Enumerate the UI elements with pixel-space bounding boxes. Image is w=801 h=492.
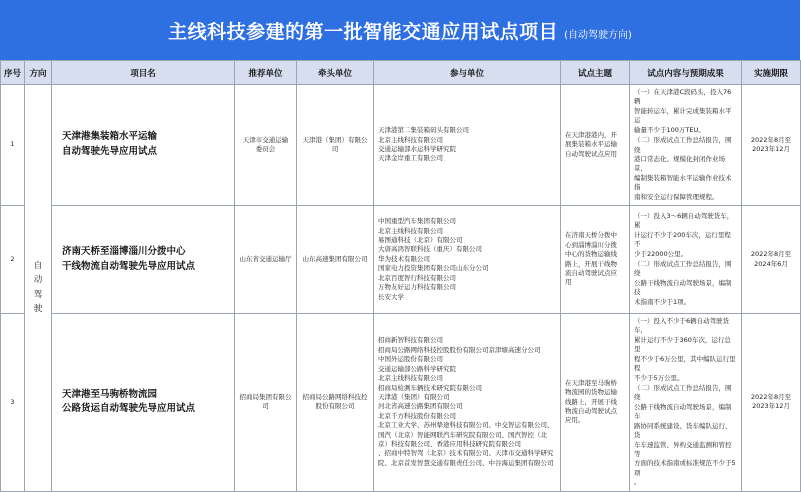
cell-recommender [235, 85, 297, 206]
participant-item: 国家电力投资集团有限公司山东分公司 [378, 264, 489, 273]
theme-line: 展集装箱水平运输 [565, 140, 617, 149]
participant-item: 易图通科技（北京）有限公司 [378, 236, 463, 244]
cell-direction [25, 85, 52, 492]
header-period: 实施期限 [742, 61, 801, 85]
project-line: 干线物流自动驾驶先导应用试点 [62, 260, 196, 272]
cell-theme [561, 206, 630, 314]
theme-line: 应用。 [565, 416, 585, 425]
participant-item: 天津港第二集装箱码头有限公司 [378, 126, 469, 135]
participant-item: 招商新智科技有限公司 [378, 336, 443, 345]
recommender-line: 天津市交通运输 [242, 135, 289, 144]
cell-theme [561, 314, 630, 492]
content-line: 不少于5万公里。 [634, 373, 684, 382]
cell-period [742, 314, 801, 492]
content-line: 车车速监管、异构交通监测和管控等 [634, 440, 732, 458]
period-line: 2023年12月 [752, 402, 790, 411]
recommender-line: 招商局集团有限公司 [239, 392, 292, 411]
cell-period [742, 206, 801, 314]
period-line: 2023年12月 [752, 145, 790, 154]
content-line: 累计运行不少于360车次，运行总里 [634, 335, 731, 354]
period-line: 2022年8月至 [750, 135, 792, 144]
cell-period [742, 85, 801, 206]
direction-label: 自动驾驶 [33, 260, 43, 315]
project-line: 自动驾驶先导应用试点 [62, 146, 158, 158]
project-line: 天津港至马驹桥物流园 [62, 388, 158, 400]
cell-project [52, 314, 235, 492]
recommender-line: 山东省交通运输厅 [239, 254, 292, 263]
participant-item: 天津港（集团）有限公司 [378, 392, 450, 401]
theme-line: 线路上，开展干线 [565, 397, 617, 406]
table-header-row [1, 61, 801, 85]
pilot-projects-table [0, 60, 801, 492]
lead-line: 股份有限公司 [315, 402, 355, 411]
participant-item: 北京主线科技有限公司 [378, 135, 443, 144]
participant-item: 北京百度智行科技有限公司 [378, 273, 456, 282]
header-project: 项目名 [52, 61, 235, 85]
cell-seq: 2 [1, 206, 25, 314]
content-line: 南和安全运行保障管理规程。 [634, 192, 719, 201]
table-row [1, 206, 801, 314]
cell-recommender [235, 314, 297, 492]
content-line: 公路干线物流自动驾驶场景，编制车 [634, 402, 732, 421]
cell-recommender [235, 206, 297, 314]
cell-lead: 山东高速集团有限公司 [297, 206, 374, 314]
project-line: 天津港集装箱水平运输 [62, 131, 158, 143]
participant-item: 河北省高速公路集团有限公司 [378, 402, 463, 411]
page-subtitle: (自动驾驶方向) [564, 29, 632, 41]
theme-line: 在济南天桥分拨中 [565, 231, 617, 240]
content-line: （一）投入不少于6辆自动驾驶货车， [634, 317, 730, 335]
lead-line: 招商局公路网络科技控 [302, 392, 368, 401]
theme-line: 中心的货物运输线 [565, 250, 617, 259]
participant-item: 天津金岸重工有限公司 [378, 154, 443, 163]
cell-project [52, 206, 235, 314]
participant-item: 北京千方科技股份有限公司 [378, 411, 456, 420]
content-line: 。 [634, 478, 641, 487]
cell-content [630, 206, 742, 314]
content-line: （二）形成试点工作总结报告，围绕 [634, 136, 732, 154]
theme-line: 用 [565, 278, 572, 287]
content-line: 计运行不少于200车次，运行里程不 [634, 230, 731, 249]
theme-line: 物流自动驾驶试点 [565, 407, 617, 416]
participant-item: 北京主线科技有限公司 [378, 374, 443, 383]
content-paragraph [634, 136, 737, 202]
participant-item: 招商局检测车辆技术研究院有限公司 [378, 383, 482, 392]
period-line: 2022年8月至 [750, 250, 792, 259]
theme-line: 在天津港至马驹桥 [565, 378, 617, 387]
cell-seq: 1 [1, 85, 25, 206]
participant-item: 华为技术有限公司 [378, 254, 430, 263]
participant-item: 中国重型汽车集团有限公司 [378, 217, 456, 226]
header-participants: 参与单位 [374, 61, 561, 85]
project-line: 公路货运自动驾驶先导应用试点 [62, 403, 196, 415]
period-line: 2022年8月至 [750, 392, 792, 401]
content-paragraph [634, 384, 737, 488]
recommender-line: 委员会 [255, 145, 276, 154]
content-line: 智能转运车，累计完成集装箱水平运 [634, 106, 732, 125]
participant-item: 北京工业大学、苏州挚途科技有限公司、中交智运有限公司、国汽（北京）智能网联汽车研究院有限公司、国汽智控（北京）科技有限公司、香港应用科技研究院有限公司 [378, 421, 554, 449]
header-recommender: 推荐单位 [235, 61, 297, 85]
content-line: 编制集装箱智能水平运输作业技术指 [634, 173, 732, 192]
participant-item: 、招商中特智驾（北京）技术有限公司、天津市交通科学研究院、北京首发智慧交通有限责任公司、中谷海运集团有限公司 [378, 449, 554, 467]
table-row [1, 85, 801, 206]
content-paragraph [634, 260, 737, 307]
theme-line: 心到淄博淄川分拨 [565, 240, 617, 249]
cell-project [52, 85, 235, 206]
cell-participants [374, 85, 561, 206]
content-paragraph [634, 317, 737, 383]
theme-line: 在天津港港内，开 [565, 130, 617, 139]
cell-participants [374, 314, 561, 492]
participant-item: 北京主线科技有限公司 [378, 226, 443, 235]
cell-lead [297, 314, 374, 492]
header-lead: 牵头单位 [297, 61, 374, 85]
header-content: 试点内容与预期成果 [630, 61, 742, 85]
project-line: 济南天桥至淄博淄川分拨中心 [62, 245, 186, 257]
table-row [1, 314, 801, 492]
content-line: （二）形成试点工作总结报告，围绕 [634, 384, 732, 402]
content-line: 路协同系统建设、货车编队运行、货 [634, 421, 732, 440]
participant-item: 长安大学 [378, 292, 404, 301]
page-title: 主线科技参建的第一批智能交通应用试点项目 [168, 20, 559, 43]
theme-line: 流自动驾驶试点应 [565, 268, 617, 277]
content-line: （一）投入3～6辆自动驾驶货车，累 [634, 211, 734, 230]
header-direction: 方向 [25, 61, 52, 85]
theme-line: 自动驾驶试点应用 [565, 149, 617, 158]
content-paragraph [634, 212, 737, 259]
participant-item: 招商局公路网络科技控股股份有限公司京津塘高速分公司 [378, 345, 541, 354]
content-paragraph [634, 88, 737, 135]
content-line: 方面的技术指南或标准规范不少于5项 [634, 459, 736, 477]
cell-content [630, 85, 742, 206]
period-line: 2024年6月 [754, 259, 788, 268]
content-line: （二）形成试点工作总结报告，围绕 [634, 260, 732, 278]
content-line: 公路干线物流自动驾驶场景，编制技 [634, 278, 732, 297]
content-line: 程不少于6万公里，其中编队运行里程 [634, 354, 736, 373]
participant-item: 交通运输部公路科学研究院 [378, 364, 456, 373]
cell-seq: 3 [1, 314, 25, 492]
header-theme: 试点主题 [561, 61, 630, 85]
content-line: 少于22000公里。 [634, 249, 688, 258]
title-bar [0, 0, 800, 60]
participant-item: 交通运输部水运科学研究院 [378, 145, 456, 154]
cell-theme [561, 85, 630, 206]
content-line: 输量不少于100万TEU。 [634, 125, 705, 134]
theme-line: 物流园的货物运输 [565, 388, 617, 397]
participant-item: 大唐高鸿智联科技（重庆）有限公司 [378, 245, 482, 254]
content-line: 术指南不少于1项。 [634, 297, 691, 306]
participant-item: 万物友好运力科技有限公司 [378, 283, 456, 292]
cell-content [630, 314, 742, 492]
cell-participants [374, 206, 561, 314]
participant-item: 中国外运股份有限公司 [378, 355, 443, 364]
content-line: 港口常态化、规模化封闭作业场景， [634, 154, 725, 173]
content-line: （一）在天津港C段码头，投入76辆 [634, 88, 732, 106]
theme-line: 路上，开展干线物 [565, 259, 617, 268]
header-seq: 序号 [1, 61, 25, 85]
cell-lead: 天津港（集团）有限公司 [297, 85, 374, 206]
